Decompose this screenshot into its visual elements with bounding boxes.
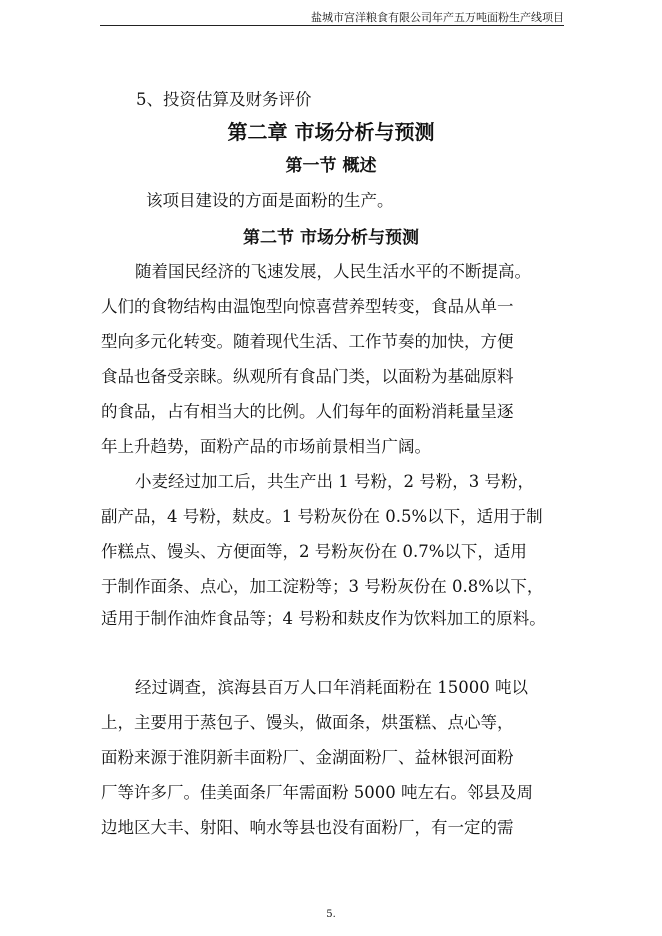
paragraph-line: 厂等许多厂。佳美面条厂年需面粉 5000 吨左右。邻县及周 [101, 783, 533, 802]
paragraph-line: 人们的食物结构由温饱型向惊喜营养型转变，食品从单一 [101, 297, 514, 316]
overview-paragraph: 该项目建设的方面是面粉的生产。 [146, 191, 394, 210]
paragraph-line: 作糕点、馒头、方便面等，2 号粉灰份在 0.7%以下，适用 [101, 542, 527, 561]
paragraph-line: 经过调查，滨海县百万人口年消耗面粉在 15000 吨以 [135, 678, 528, 697]
running-header: 盐城市宫洋粮食有限公司年产五万吨面粉生产线项目 [311, 11, 564, 24]
chapter-title: 第二章 市场分析与预测 [227, 120, 435, 144]
paragraph-line: 小麦经过加工后，共生产出 1 号粉，2 号粉，3 号粉， [135, 472, 534, 491]
section-title-market: 第二节 市场分析与预测 [243, 228, 419, 248]
paragraph-line: 边地区大丰、射阳、响水等县也没有面粉厂，有一定的需 [101, 818, 514, 837]
paragraph-line: 副产品，4 号粉，麸皮。1 号粉灰份在 0.5%以下，适用于制 [101, 507, 543, 526]
header-rule [100, 25, 564, 26]
section-title-overview: 第一节 概述 [285, 156, 377, 176]
paragraph-line: 型向多元化转变。随着现代生活、工作节奏的加快，方便 [101, 332, 514, 351]
page-number: 5. [326, 909, 336, 920]
paragraph-line: 的食品，占有相当大的比例。人们每年的面粉消耗量呈逐 [101, 402, 514, 421]
paragraph-line: 上，主要用于蒸包子、馒头，做面条，烘蛋糕、点心等， [101, 713, 514, 732]
paragraph-line: 于制作面条、点心，加工淀粉等；3 号粉灰份在 0.8%以下， [101, 577, 544, 596]
paragraph-line: 食品也备受亲睐。纵观所有食品门类，以面粉为基础原料 [101, 367, 514, 386]
paragraph-line: 随着国民经济的飞速发展，人民生活水平的不断提高。 [135, 262, 531, 281]
paragraph-line: 年上升趋势，面粉产品的市场前景相当广阔。 [101, 437, 431, 456]
paragraph-line: 面粉来源于淮阴新丰面粉厂、金湖面粉厂、益林银河面粉 [101, 748, 514, 767]
list-item-investment: 5、投资估算及财务评价 [136, 90, 312, 109]
paragraph-line: 适用于制作油炸食品等；4 号粉和麸皮作为饮料加工的原料。 [101, 609, 546, 628]
